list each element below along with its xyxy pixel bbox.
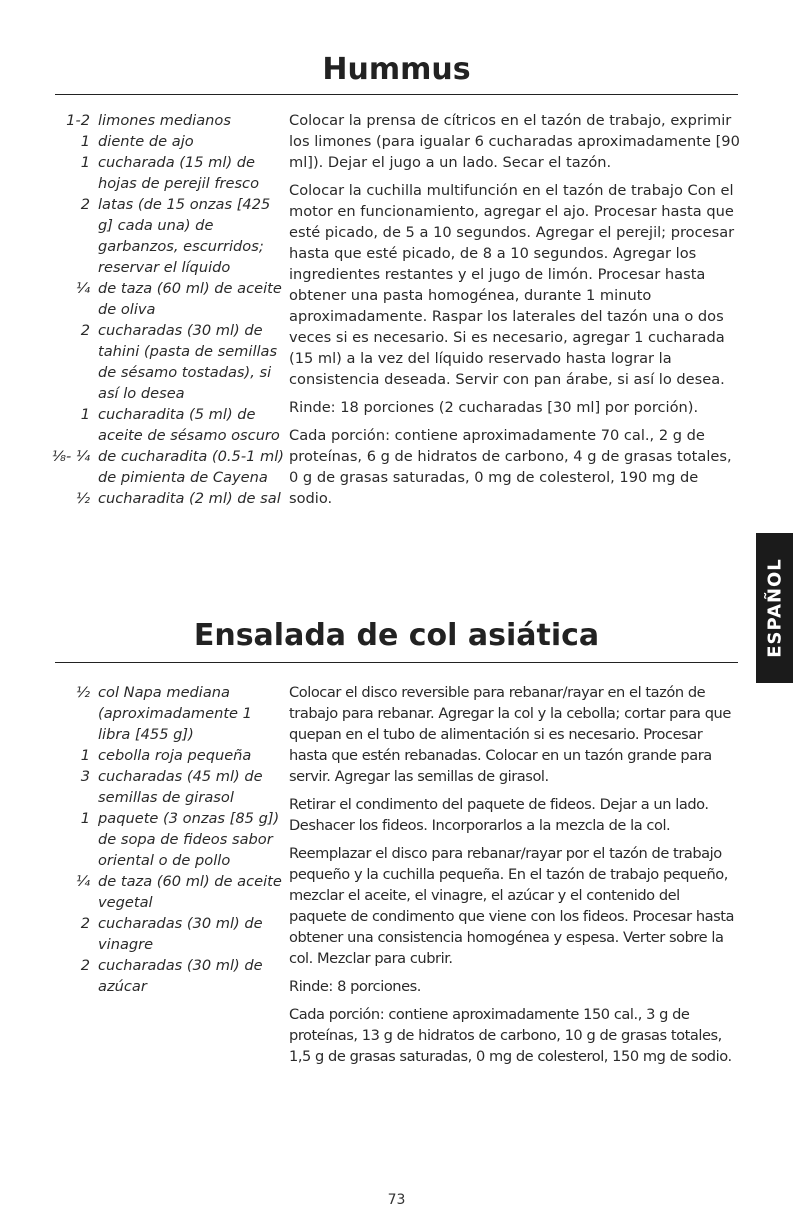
language-tab bbox=[756, 533, 793, 683]
ingredient-text: cucharadita (5 ml) de aceite de sésamo oscuro bbox=[98, 406, 280, 444]
ingredient-item bbox=[40, 278, 285, 320]
ingredient-amount: ¼ bbox=[75, 873, 90, 890]
ingredient-amount: 2 bbox=[80, 957, 90, 974]
ingredient-text: col Napa mediana (aproximadamente 1 libra [455 g]) bbox=[98, 684, 252, 743]
ingredient-amount: 1 bbox=[80, 154, 90, 171]
ingredient-text: cucharadas (30 ml) de azúcar bbox=[98, 957, 263, 995]
ingredient-text: cucharadas (30 ml) de vinagre bbox=[98, 915, 263, 953]
yield-text: Rinde: 8 porciones. bbox=[289, 978, 421, 995]
ingredient-amount: 2 bbox=[80, 322, 90, 339]
title-rule bbox=[55, 94, 738, 95]
ingredient-amount: 2 bbox=[80, 915, 90, 932]
ingredient-text: de taza (60 ml) de aceite de oliva bbox=[98, 280, 282, 318]
page-number: 73 bbox=[387, 1192, 406, 1208]
ingredient-item bbox=[40, 745, 285, 766]
ingredient-item bbox=[40, 913, 285, 955]
ingredient-item bbox=[40, 320, 285, 404]
ingredient-item bbox=[40, 488, 285, 509]
ingredient-text: diente de ajo bbox=[98, 133, 194, 150]
ingredient-amount: 1 bbox=[80, 810, 90, 827]
nutrition-text: Cada porción: contiene aproximadamente 150 cal., 3 g de proteínas, 13 g de hidratos de carbono, 10 g de grasas totales, 1,5 g de grasas saturadas, 0 mg de colesterol, 150 mg de sodio. bbox=[289, 1006, 732, 1065]
ingredient-amount: ¼ bbox=[75, 280, 90, 297]
ingredient-text: cucharadas (45 ml) de semillas de girasol bbox=[98, 768, 263, 806]
ingredient-amount: 1 bbox=[80, 406, 90, 423]
recipe-title-hummus: Hummus bbox=[322, 52, 471, 87]
ingredient-text: limones medianos bbox=[98, 112, 231, 129]
ingredient-item bbox=[40, 152, 285, 194]
directions-hummus bbox=[289, 110, 741, 516]
recipe-title-ensalada: Ensalada de col asiática bbox=[193, 618, 600, 653]
nutrition-text: Cada porción: contiene aproximadamente 70 cal., 2 g de proteínas, 6 g de hidratos de carbono, 4 g de grasas totales, 0 g de grasas saturadas, 0 mg de colesterol, 190 mg de sodio. bbox=[289, 427, 732, 507]
ingredient-item bbox=[40, 131, 285, 152]
ingredient-item bbox=[40, 955, 285, 997]
ingredient-amount: 3 bbox=[80, 768, 90, 785]
ingredient-amount: ½ bbox=[75, 684, 90, 701]
ingredient-item bbox=[40, 404, 285, 446]
ingredient-text: cucharadas (30 ml) de tahini (pasta de semillas de sésamo tostadas), si así lo desea bbox=[98, 322, 278, 402]
ingredient-text: cucharadita (2 ml) de sal bbox=[98, 490, 281, 507]
ingredient-text: latas (de 15 onzas [425 g] cada una) de garbanzos, escurridos; reservar el líquido bbox=[98, 196, 271, 276]
title-rule bbox=[55, 662, 738, 663]
ingredient-item bbox=[40, 808, 285, 871]
ingredient-amount: ⅛- ¼ bbox=[51, 448, 90, 465]
ingredient-item bbox=[40, 194, 285, 278]
ingredient-item bbox=[40, 871, 285, 913]
ingredient-item bbox=[40, 682, 285, 745]
ingredient-text: cucharada (15 ml) de hojas de perejil fresco bbox=[98, 154, 259, 192]
direction-paragraph: Colocar el disco reversible para rebanar/rayar en el tazón de trabajo para rebanar. Agregar la col y la cebolla; cortar para que quepan en el tubo de alimentación si es necesario. Procesar hasta que estén rebanadas. Colocar en un tazón grande para servir. Agregar las semillas de girasol. bbox=[289, 684, 731, 785]
ingredient-text: cebolla roja pequeña bbox=[98, 747, 252, 764]
ingredient-text: de taza (60 ml) de aceite vegetal bbox=[98, 873, 282, 911]
ingredient-amount: 1-2 bbox=[66, 112, 90, 129]
ingredient-item bbox=[40, 766, 285, 808]
direction-paragraph: Colocar la cuchilla multifunción en el tazón de trabajo Con el motor en funcionamiento, agregar el ajo. Procesar hasta que esté picado, de 5 a 10 segundos. Agregar el perejil; procesar hasta que esté picado, de 8 a 10 segundos. Agregar los ingredientes restantes y el jugo de limón. Procesar hasta obtener una pasta homogénea, durante 1 minuto aproximadamente. Raspar los laterales del tazón una o dos veces si es necesario. Si es necesario, agregar 1 cucharada (15 ml) a la vez del líquido reservado hasta lograr la consistencia deseada. Servir con pan árabe, si así lo desea. bbox=[289, 182, 735, 388]
ingredient-list-ensalada bbox=[40, 682, 285, 997]
ingredient-amount: 1 bbox=[80, 133, 90, 150]
ingredient-amount: 1 bbox=[80, 747, 90, 764]
language-tab-label: ESPAÑOL bbox=[764, 558, 785, 658]
ingredient-list-hummus bbox=[40, 110, 285, 509]
ingredient-item bbox=[40, 446, 285, 488]
ingredient-amount: ½ bbox=[75, 490, 90, 507]
yield-text: Rinde: 18 porciones (2 cucharadas [30 ml] por porción). bbox=[289, 399, 699, 416]
ingredient-text: de cucharadita (0.5-1 ml) de pimienta de Cayena bbox=[98, 448, 284, 486]
ingredient-item bbox=[40, 110, 285, 131]
ingredient-amount: 2 bbox=[80, 196, 90, 213]
direction-paragraph: Colocar la prensa de cítricos en el tazón de trabajo, exprimir los limones (para igualar 6 cucharadas aproximadamente [90 ml]). Dejar el jugo a un lado. Secar el tazón. bbox=[289, 112, 740, 171]
direction-paragraph: Reemplazar el disco para rebanar/rayar por el tazón de trabajo pequeño y la cuchilla pequeña. En el tazón de trabajo pequeño, mezclar el aceite, el vinagre, el azúcar y el contenido del paquete de condimento que viene con los fideos. Procesar hasta obtener una consistencia homogénea y espesa. Verter sobre la col. Mezclar para cubrir. bbox=[289, 845, 735, 967]
ingredient-text: paquete (3 onzas [85 g]) de sopa de fideos sabor oriental o de pollo bbox=[98, 810, 280, 869]
direction-paragraph: Retirar el condimento del paquete de fideos. Dejar a un lado. Deshacer los fideos. Incorporarlos a la mezcla de la col. bbox=[289, 796, 709, 834]
directions-ensalada bbox=[289, 682, 741, 1074]
